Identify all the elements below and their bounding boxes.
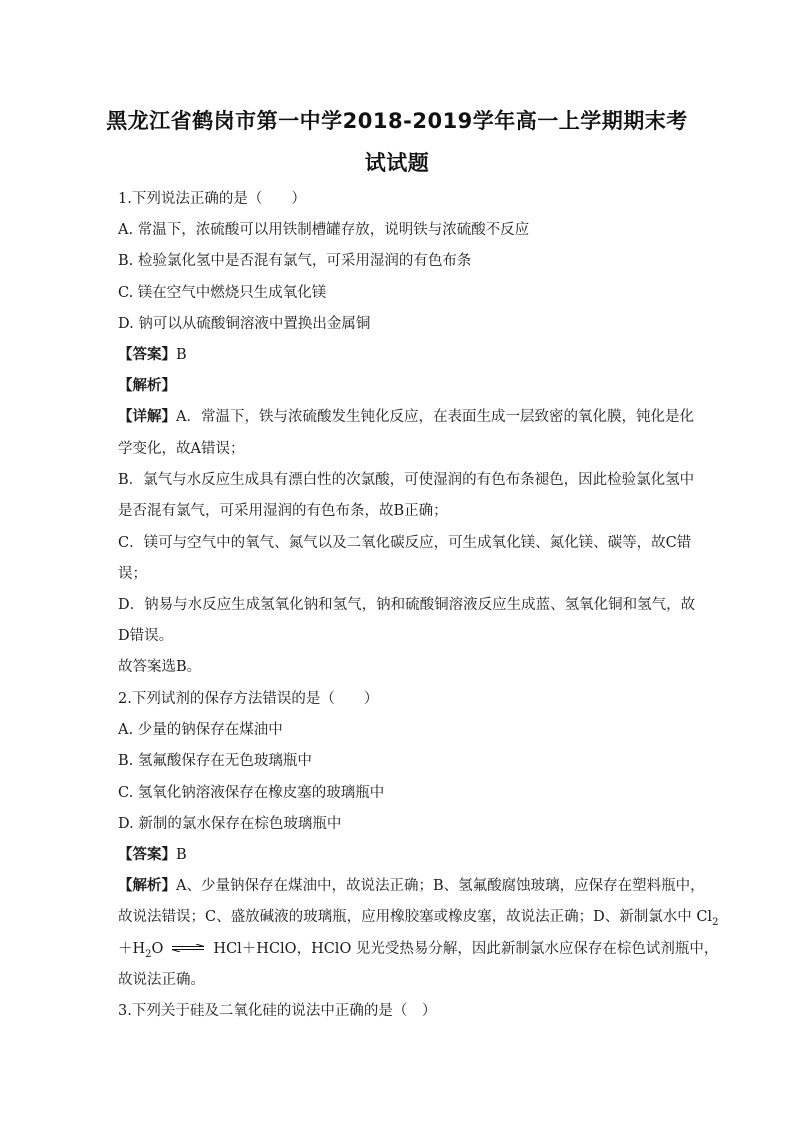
q1-option-b: B. 检验氯化氢中是否混有氯气，可采用湿润的有色布条 xyxy=(118,253,472,269)
q1-detail-line-8: D错误。 xyxy=(118,628,174,644)
q1-stem: 1.下列说法正确的是（ ） xyxy=(118,191,306,207)
detail-text: A．常温下，铁与浓硫酸发生钝化反应，在表面生成一层致密的氧化膜，钝化是化 xyxy=(176,409,694,425)
q1-analysis-tag: 【解析】 xyxy=(118,377,176,394)
q1-detail-line-7: D．钠易与水反应生成氢氧化钠和氢气，钠和硫酸铜溶液反应生成蓝、氢氧化铜和氢气，故 xyxy=(118,597,696,613)
q2-analysis-line-4: 故说法正确。 xyxy=(118,972,205,988)
analysis-tag: 【解析】 xyxy=(118,877,176,894)
answer-tag: 【答案】 xyxy=(118,346,176,363)
subscript: 2 xyxy=(145,948,152,960)
q1-detail-line-1 xyxy=(118,405,694,426)
title-line-1: 黑龙江省鹤岗市第一中学2018-2019学年高一上学期期末考 xyxy=(106,109,688,133)
reversible-arrow-icon xyxy=(171,944,205,952)
q2-stem: 2.下列试剂的保存方法错误的是（ ） xyxy=(118,691,379,707)
title-line-2: 试试题 xyxy=(364,151,430,175)
q1-answer xyxy=(118,343,187,364)
equation-products: HCl＋HClO，HClO 见光受热易分解，因此新制氯水应保存在棕色试剂瓶中， xyxy=(213,941,719,957)
detail-tag: 【详解】 xyxy=(118,408,176,425)
equation-reactant-o: O xyxy=(151,941,164,957)
q1-option-c: C. 镁在空气中燃烧只生成氧化镁 xyxy=(118,285,327,301)
equation-reactant: ＋H xyxy=(118,941,146,957)
q3-stem: 3.下列关于硅及二氧化硅的说法中正确的是（ ） xyxy=(118,1003,437,1019)
q2-answer xyxy=(118,843,187,864)
q1-detail-line-9: 故答案选B。 xyxy=(118,659,202,675)
q1-detail-line-2: 学变化，故A错误； xyxy=(118,441,245,457)
answer-value: B xyxy=(176,347,187,363)
q2-option-a: A. 少量的钠保存在煤油中 xyxy=(118,722,283,738)
q1-detail-line-5: C．镁可与空气中的氧气、氮气以及二氧化碳反应，可生成氧化镁、氮化镁、碳等，故C错 xyxy=(118,535,692,551)
q1-detail-line-4: 是否混有氯气，可采用湿润的有色布条，故B正确； xyxy=(118,503,448,519)
q2-analysis-line-2 xyxy=(118,905,718,928)
q2-option-d: D. 新制的氯水保存在棕色玻璃瓶中 xyxy=(118,816,342,832)
analysis-text: 故说法错误；C、盛放碱液的玻璃瓶，应用橡胶塞或橡皮塞，故说法正确；D、新制氯水中 Cl xyxy=(118,909,713,925)
subscript: 2 xyxy=(712,916,719,928)
answer-value: B xyxy=(176,847,187,863)
analysis-text: A、少量钠保存在煤油中，故说法正确；B、氢氟酸腐蚀玻璃，应保存在塑料瓶中， xyxy=(176,878,705,894)
q2-analysis-line-1 xyxy=(118,874,705,895)
q2-analysis-line-3 xyxy=(118,937,718,960)
q1-detail-line-3: B．氯气与水反应生成具有漂白性的次氯酸，可使湿润的有色布条褪色，因此检验氯化氢中 xyxy=(118,472,695,488)
answer-tag: 【答案】 xyxy=(118,846,176,863)
q2-option-b: B. 氢氟酸保存在无色玻璃瓶中 xyxy=(118,753,312,769)
q1-detail-line-6: 误； xyxy=(118,566,147,582)
q1-option-d: D. 钠可以从硫酸铜溶液中置换出金属铜 xyxy=(118,316,371,332)
q1-option-a: A. 常温下，浓硫酸可以用铁制槽罐存放，说明铁与浓硫酸不反应 xyxy=(118,222,530,238)
q2-option-c: C. 氢氧化钠溶液保存在橡皮塞的玻璃瓶中 xyxy=(118,785,385,801)
